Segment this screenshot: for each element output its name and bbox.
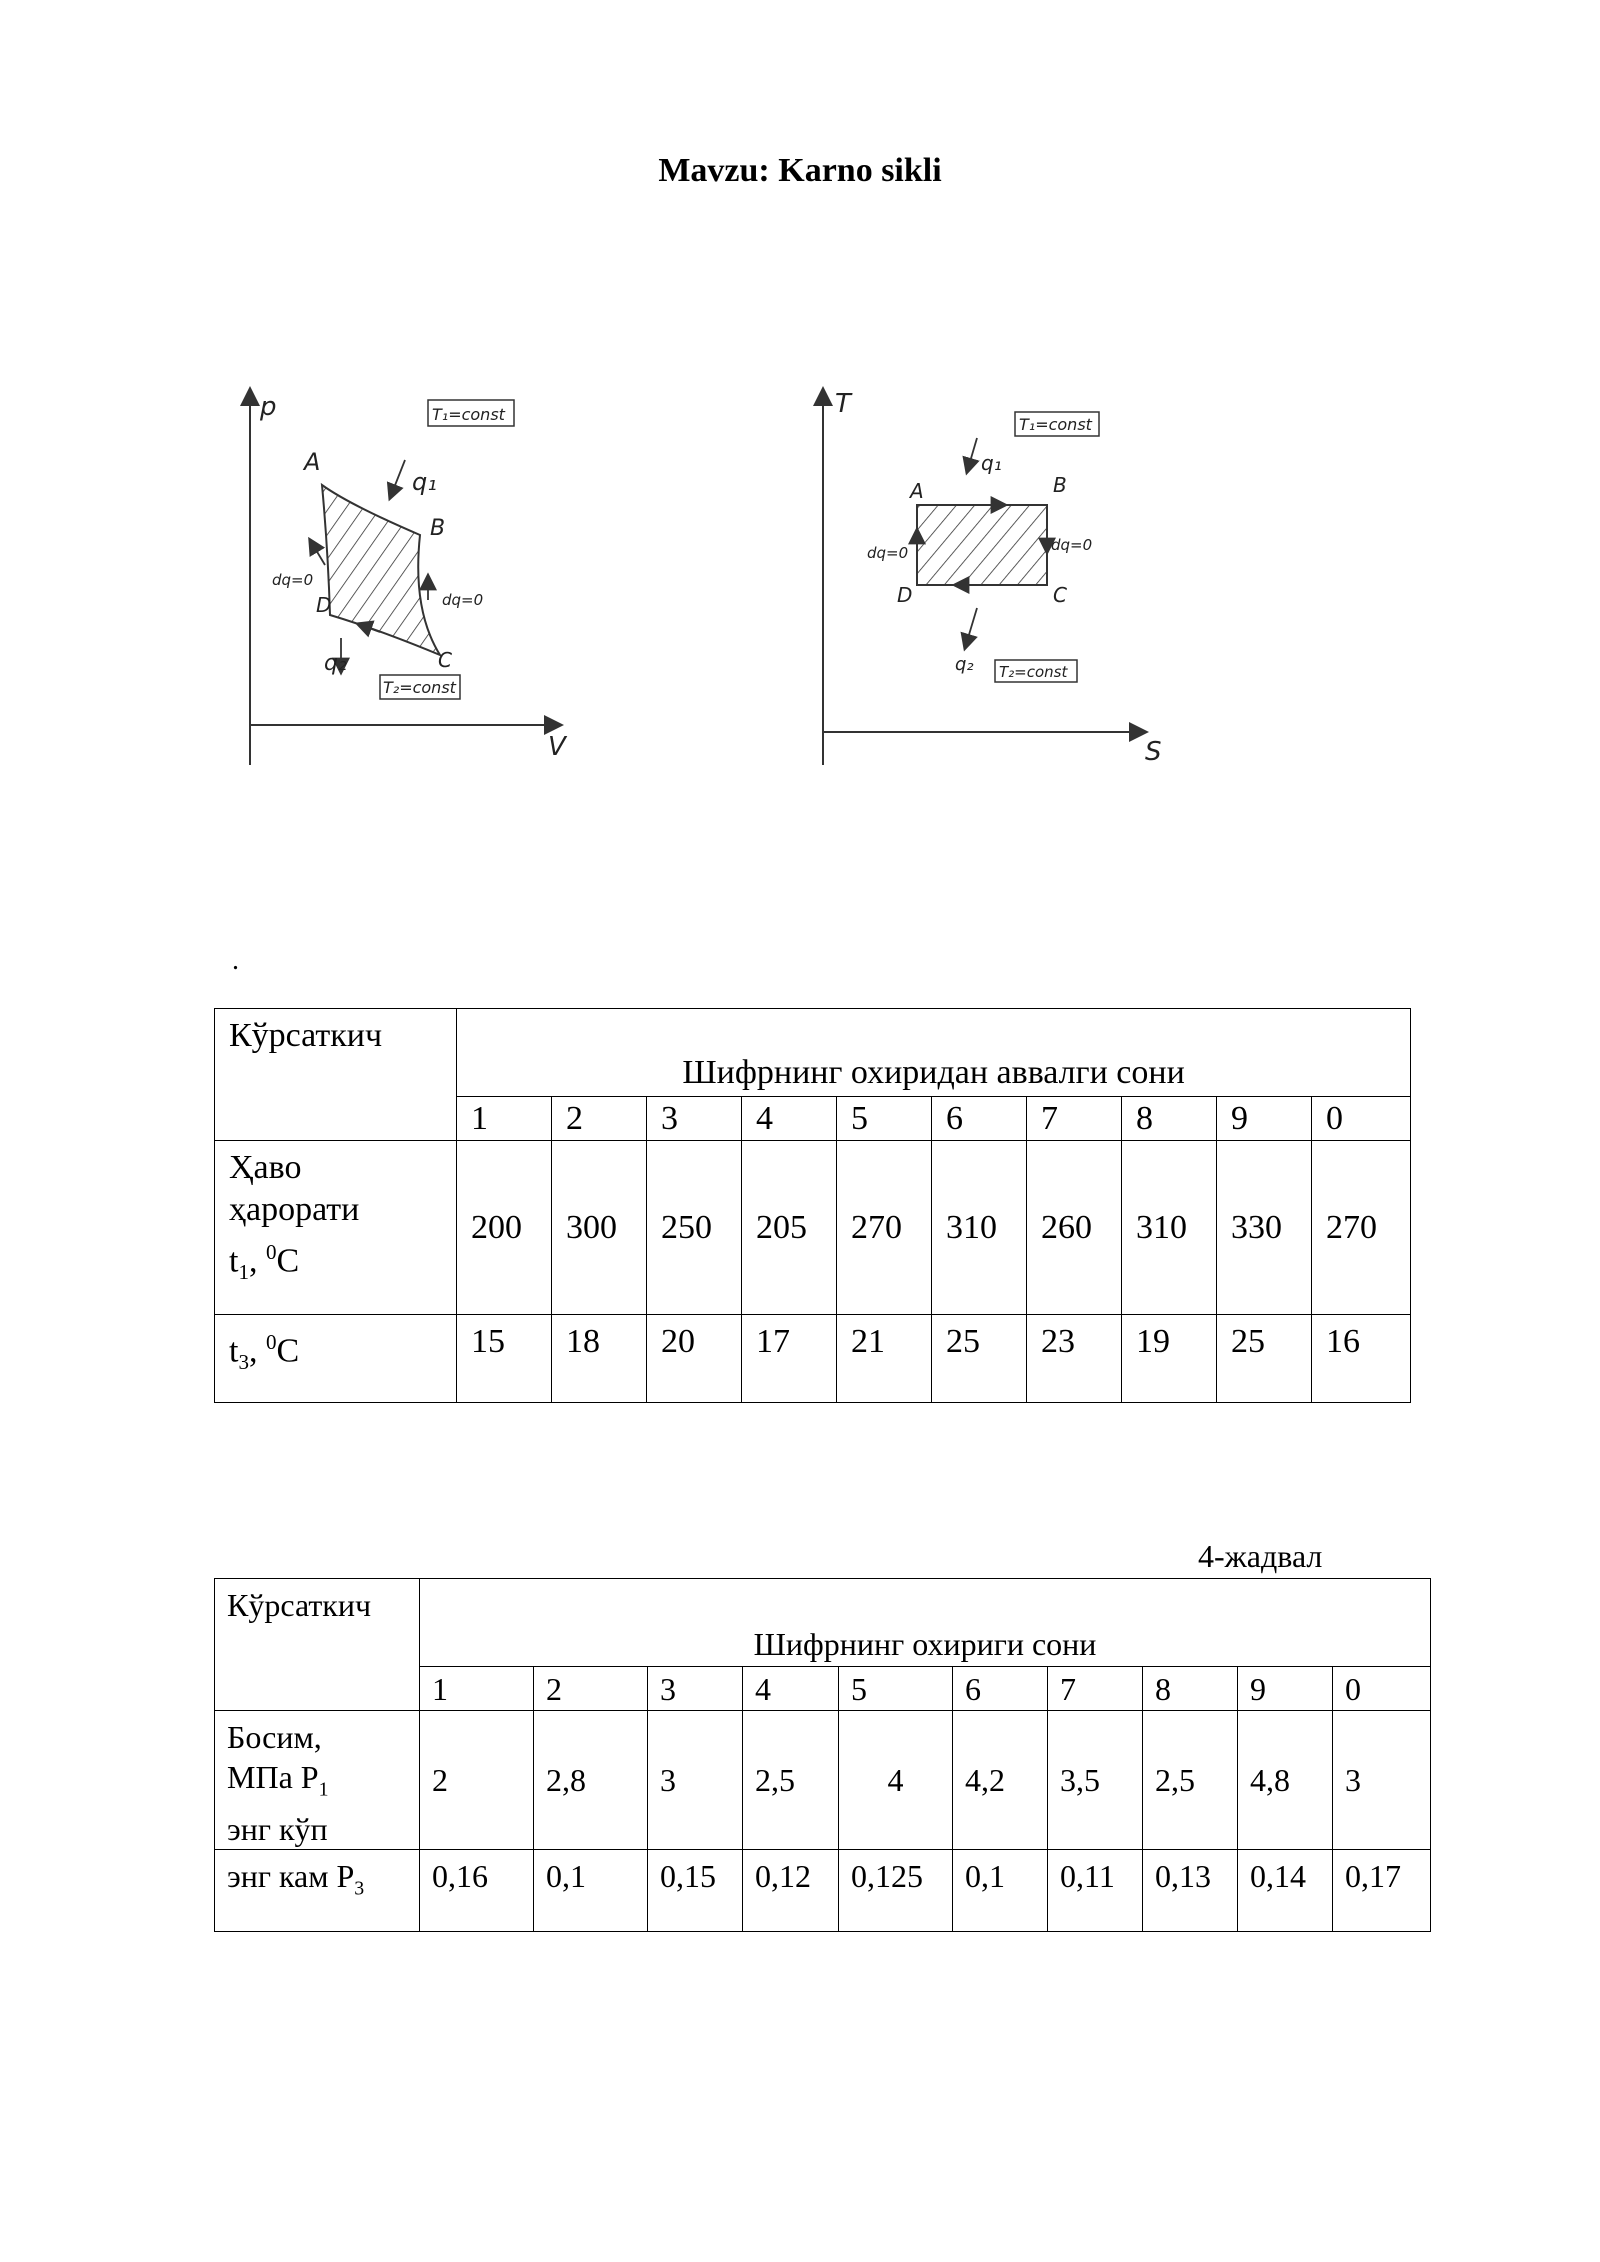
- page-title: Mavzu: Karno sikli: [658, 152, 942, 189]
- ts-point-a: A: [910, 479, 924, 503]
- t2-cell: 2,5: [743, 1711, 839, 1850]
- pv-label-dq-right: dq=0: [442, 591, 484, 609]
- ts-point-c: C: [1053, 583, 1067, 607]
- t1-cell: 250: [647, 1141, 742, 1315]
- t1-col-header: 2: [552, 1097, 647, 1141]
- ts-label-q2: q₂: [955, 654, 974, 675]
- ts-axis-s: S: [1145, 737, 1162, 767]
- t2-cell: 3: [648, 1711, 743, 1850]
- t2-col-header: 6: [953, 1667, 1048, 1711]
- pv-label-q1: q₁: [412, 468, 437, 496]
- t2-group-header: Шифрнинг охириги сони: [420, 1579, 1431, 1667]
- table-air-temperature: [214, 1008, 1411, 1403]
- t1-cell: 25: [932, 1315, 1027, 1403]
- pv-label-t2: T₂=const: [383, 678, 456, 697]
- t2-cell: 0,17: [1333, 1850, 1431, 1932]
- pv-cycle: [322, 485, 440, 655]
- t1-cell: 205: [742, 1141, 837, 1315]
- ts-diagram: [805, 380, 1175, 780]
- t2-cell: 0,11: [1048, 1850, 1143, 1932]
- table-row: [215, 1711, 1431, 1850]
- t2-cell: 0,1: [953, 1850, 1048, 1932]
- t1-cell: 15: [457, 1315, 552, 1403]
- pv-axis-v: V: [548, 732, 566, 762]
- t1-row-air-temperature-label: Ҳаво ҳарорати $t_1$, $^0$C: [215, 1141, 457, 1315]
- t2-cell: 3: [1333, 1711, 1431, 1850]
- t2-cell: 2: [420, 1711, 534, 1850]
- pv-label-t1: T₁=const: [432, 405, 505, 424]
- t2-col-header: 3: [648, 1667, 743, 1711]
- t1-group-header: Шифрнинг охиридан аввалги сони: [457, 1009, 1411, 1097]
- t1-col-header: 3: [647, 1097, 742, 1141]
- t2-col-header: 7: [1048, 1667, 1143, 1711]
- t1-cell: 270: [837, 1141, 932, 1315]
- t2-col-header: 4: [743, 1667, 839, 1711]
- t2-cell: 4: [839, 1711, 953, 1850]
- t2-cell: 0,14: [1238, 1850, 1333, 1932]
- ts-cycle: [917, 505, 1047, 585]
- t2-col-header: 5: [839, 1667, 953, 1711]
- t2-cell: 0,13: [1143, 1850, 1238, 1932]
- pv-point-c: C: [438, 648, 452, 672]
- t2-col-header: 9: [1238, 1667, 1333, 1711]
- t2-col-header: 8: [1143, 1667, 1238, 1711]
- t2-cell: 0,16: [420, 1850, 534, 1932]
- table-pressure: [214, 1578, 1431, 1932]
- t1-cell: 21: [837, 1315, 932, 1403]
- table-caption: 4-жадвал: [1198, 1538, 1323, 1574]
- t1-col-header: 7: [1027, 1097, 1122, 1141]
- t1-col-header: 1: [457, 1097, 552, 1141]
- t2-cell: 2,8: [534, 1711, 648, 1850]
- t2-row-pressure-max-label: Босим, МПа $Р_1$ энг кўп: [215, 1711, 420, 1850]
- t1-cell: 20: [647, 1315, 742, 1403]
- ts-label-q1: q₁: [981, 451, 1002, 475]
- t1-cell: 200: [457, 1141, 552, 1315]
- ts-label-dq-left: dq=0: [867, 544, 909, 562]
- t1-cell: 300: [552, 1141, 647, 1315]
- ts-label-t1: T₁=const: [1019, 415, 1092, 434]
- table-row: [215, 1850, 1431, 1932]
- t1-cell: 19: [1122, 1315, 1217, 1403]
- t2-cell: 4,2: [953, 1711, 1048, 1850]
- pv-axis-p: p: [260, 392, 277, 422]
- ts-axis-t: T: [835, 389, 851, 419]
- pv-point-d: D: [316, 593, 332, 617]
- t1-col-header: 0: [1312, 1097, 1411, 1141]
- t1-col-header: 8: [1122, 1097, 1217, 1141]
- t1-col-header: 4: [742, 1097, 837, 1141]
- t1-row-t3-label: $t_3$, $^0$C: [215, 1315, 457, 1403]
- t1-cell: 310: [932, 1141, 1027, 1315]
- t2-cell: 3,5: [1048, 1711, 1143, 1850]
- t2-col-header: 0: [1333, 1667, 1431, 1711]
- ts-label-dq-right: dq=0: [1051, 536, 1093, 554]
- t2-col-header: 2: [534, 1667, 648, 1711]
- pv-point-b: B: [430, 516, 446, 541]
- t2-col-header: 1: [420, 1667, 534, 1711]
- table-row: [215, 1141, 1411, 1315]
- t2-cell: 0,15: [648, 1850, 743, 1932]
- t1-cell: 260: [1027, 1141, 1122, 1315]
- pv-label-q2: q₂: [324, 651, 347, 676]
- pv-label-dq-left: dq=0: [272, 571, 314, 589]
- t1-cell: 310: [1122, 1141, 1217, 1315]
- pv-diagram: [230, 380, 590, 780]
- t1-cell: 23: [1027, 1315, 1122, 1403]
- t1-label-header: Кўрсаткич: [215, 1009, 457, 1141]
- t1-col-header: 6: [932, 1097, 1027, 1141]
- t1-cell: 330: [1217, 1141, 1312, 1315]
- t2-cell: 2,5: [1143, 1711, 1238, 1850]
- t2-cell: 0,12: [743, 1850, 839, 1932]
- t2-row-pressure-min-label: энг кам $Р_3$: [215, 1850, 420, 1932]
- ts-label-t2: T₂=const: [999, 663, 1068, 681]
- t2-label-header: Кўрсаткич: [215, 1579, 420, 1711]
- t2-cell: 4,8: [1238, 1711, 1333, 1850]
- pv-point-a: A: [304, 448, 321, 476]
- t1-cell: 270: [1312, 1141, 1411, 1315]
- table-row: [215, 1315, 1411, 1403]
- t1-cell: 18: [552, 1315, 647, 1403]
- t2-cell: 0,125: [839, 1850, 953, 1932]
- stray-dot: .: [232, 945, 239, 976]
- t2-cell: 0,1: [534, 1850, 648, 1932]
- ts-point-d: D: [897, 583, 913, 607]
- t1-cell: 16: [1312, 1315, 1411, 1403]
- t1-cell: 25: [1217, 1315, 1312, 1403]
- t1-cell: 17: [742, 1315, 837, 1403]
- t1-col-header: 9: [1217, 1097, 1312, 1141]
- t1-col-header: 5: [837, 1097, 932, 1141]
- ts-point-b: B: [1053, 473, 1067, 497]
